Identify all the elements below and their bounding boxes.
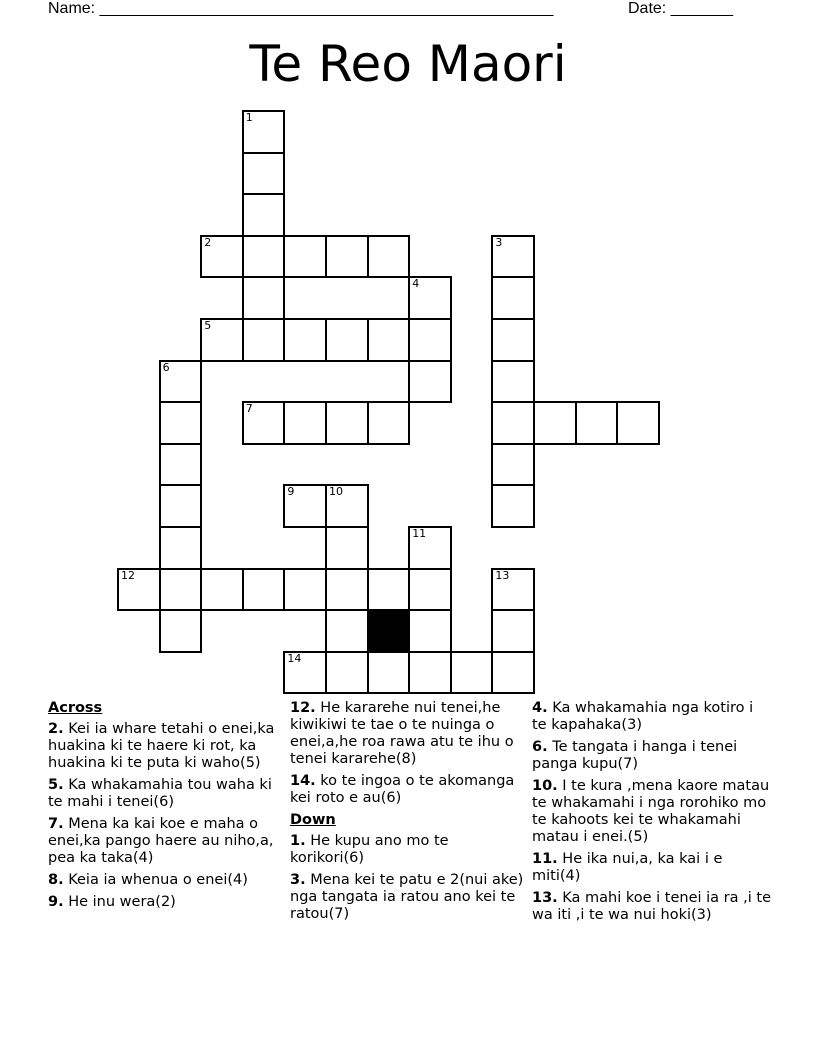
cell-number: 12: [121, 568, 135, 582]
grid-cell[interactable]: [491, 360, 535, 404]
cell-number: 4: [412, 277, 420, 291]
clue-number: 14.: [290, 773, 316, 789]
clue-number: 3.: [290, 872, 306, 888]
grid-cell[interactable]: [159, 609, 203, 653]
grid-cell[interactable]: [325, 568, 369, 612]
clue-text: Ka whakamahia nga kotiro i te kapahaka(3): [532, 700, 754, 733]
clue-text: He kupu ano mo te korikori(6): [290, 833, 449, 866]
grid-cell[interactable]: [325, 526, 369, 570]
grid-cell[interactable]: [408, 609, 452, 653]
grid-cell[interactable]: [242, 110, 286, 154]
grid-cell[interactable]: [117, 568, 161, 612]
grid-cell[interactable]: [408, 318, 452, 362]
clue-number: 9.: [48, 894, 64, 910]
clue-text: Mena kei te patu e 2(nui ake) nga tangata ia ratou ano kei te ratou(7): [290, 872, 524, 922]
clue-number: 1.: [290, 833, 306, 849]
grid-cell[interactable]: [367, 568, 411, 612]
clue-text: Ka whakamahia tou waha ki te mahi i tenei(6): [48, 777, 272, 810]
grid-cell[interactable]: [367, 235, 411, 279]
grid-cell[interactable]: [159, 526, 203, 570]
grid-cell[interactable]: [408, 276, 452, 320]
black-square: [367, 609, 411, 653]
grid-cell[interactable]: [575, 401, 619, 445]
clue-number: 12.: [290, 700, 316, 716]
grid-cell[interactable]: [491, 484, 535, 528]
clue-text: Ka mahi koe i tenei ia ra ,i te wa iti ,i te wa nui hoki(3): [532, 890, 771, 923]
clue-item: [48, 816, 284, 867]
grid-cell[interactable]: [491, 235, 535, 279]
grid-cell[interactable]: [242, 276, 286, 320]
grid-cell[interactable]: [242, 193, 286, 237]
grid-cell[interactable]: [242, 152, 286, 196]
clue-number: 5.: [48, 777, 64, 793]
grid-cell[interactable]: [325, 318, 369, 362]
clue-item: [290, 833, 526, 867]
cell-number: 9: [287, 485, 295, 499]
clue-text: He ika nui,a, ka kai i e miti(4): [532, 851, 723, 884]
grid-cell[interactable]: [367, 401, 411, 445]
cell-number: 1: [245, 111, 253, 124]
cell-number: 10: [329, 485, 343, 499]
grid-cell[interactable]: [242, 235, 286, 279]
grid-cell[interactable]: [491, 609, 535, 653]
clue-number: 6.: [532, 739, 548, 755]
grid-cell[interactable]: [450, 651, 494, 695]
grid-cell[interactable]: [159, 360, 203, 404]
grid-cell[interactable]: [325, 401, 369, 445]
grid-cell[interactable]: [200, 235, 244, 279]
clues-column-3: [532, 700, 772, 929]
clue-item: [532, 778, 772, 846]
cell-number: 6: [162, 360, 170, 374]
name-field[interactable]: Name: ___________________________________________________: [48, 0, 554, 17]
clue-text: He inu wera(2): [63, 894, 176, 910]
grid-cell[interactable]: [491, 651, 535, 695]
grid-cell[interactable]: [408, 651, 452, 695]
clue-item: [290, 773, 526, 807]
grid-cell[interactable]: [242, 401, 286, 445]
cell-number: 5: [204, 319, 212, 332]
grid-cell[interactable]: [491, 568, 535, 612]
cell-number: 7: [245, 402, 253, 416]
grid-cell[interactable]: [325, 609, 369, 653]
clue-item: [290, 700, 526, 768]
date-field[interactable]: Date: _______: [628, 0, 733, 17]
clue-item: [48, 872, 284, 889]
clues-column-1: [48, 700, 284, 916]
grid-cell[interactable]: [283, 484, 327, 528]
grid-cell[interactable]: [159, 568, 203, 612]
grid-cell[interactable]: [408, 568, 452, 612]
grid-cell[interactable]: [408, 360, 452, 404]
cell-number: 2: [204, 235, 212, 249]
grid-cell[interactable]: [283, 568, 327, 612]
grid-cell[interactable]: [283, 235, 327, 279]
grid-cell[interactable]: [367, 318, 411, 362]
clue-text: ko te ingoa o te akomanga kei roto e au(6): [290, 773, 515, 806]
grid-cell[interactable]: [159, 484, 203, 528]
across-heading: Across: [48, 700, 103, 716]
down-heading: Down: [290, 812, 336, 828]
clue-item: [290, 872, 526, 923]
grid-cell[interactable]: [325, 235, 369, 279]
clue-number: 4.: [532, 700, 548, 716]
clue-number: 2.: [48, 721, 64, 737]
clue-number: 11.: [532, 851, 558, 867]
clue-number: 8.: [48, 872, 64, 888]
cell-number: 11: [412, 527, 427, 540]
clue-text: I te kura ,mena kaore matau te whakamahi i nga rorohiko mo te kahoots kei te whakamahi matau i enei.(5): [532, 778, 770, 845]
grid-cell[interactable]: [325, 484, 369, 528]
grid-cell[interactable]: [491, 318, 535, 362]
grid-cell[interactable]: [200, 318, 244, 362]
clue-text: Kei ia whare tetahi o enei,ka huakina ki te haere ki rot, ka huakina ki te puta ki waho(5): [48, 721, 275, 771]
grid-cell[interactable]: [491, 401, 535, 445]
clue-text: Mena ka kai koe e maha o enei,ka pango haere au niho,a, pea ka taka(4): [48, 816, 274, 866]
grid-cell[interactable]: [242, 318, 286, 362]
clue-text: Keia ia whenua o enei(4): [63, 872, 248, 888]
grid-cell[interactable]: [491, 276, 535, 320]
grid-cell[interactable]: [283, 401, 327, 445]
clue-number: 10.: [532, 778, 558, 794]
cell-number: 13: [495, 568, 510, 582]
grid-cell[interactable]: [283, 651, 327, 695]
grid-cell[interactable]: [367, 651, 411, 695]
puzzle-title: Te Reo Maori: [249, 35, 567, 93]
grid-cell[interactable]: [616, 401, 660, 445]
grid-cell[interactable]: [242, 568, 286, 612]
grid-cell[interactable]: [491, 443, 535, 487]
clue-item: [532, 890, 772, 924]
grid-cell[interactable]: [533, 401, 577, 445]
cell-number: 3: [495, 235, 503, 249]
clue-item: [532, 739, 772, 773]
clue-text: He kararehe nui tenei,he kiwikiwi te tae o te nuinga o enei,a,he roa rawa atu te ihu o tenei kararehe(8): [290, 700, 514, 767]
cell-number: 14: [287, 651, 302, 665]
clue-item: [48, 721, 284, 772]
grid-cell[interactable]: [200, 568, 244, 612]
grid-cell[interactable]: [408, 526, 452, 570]
grid-cell[interactable]: [159, 443, 203, 487]
clue-number: 7.: [48, 816, 64, 832]
clue-item: [48, 894, 284, 911]
grid-cell[interactable]: [325, 651, 369, 695]
clue-item: [48, 777, 284, 811]
clue-item: [532, 851, 772, 885]
clues-column-2: [290, 700, 526, 928]
clue-number: 13.: [532, 890, 558, 906]
clue-item: [532, 700, 772, 734]
grid-cell[interactable]: [283, 318, 327, 362]
clue-text: Te tangata i hanga i tenei panga kupu(7): [532, 739, 738, 772]
grid-cell[interactable]: [159, 401, 203, 445]
